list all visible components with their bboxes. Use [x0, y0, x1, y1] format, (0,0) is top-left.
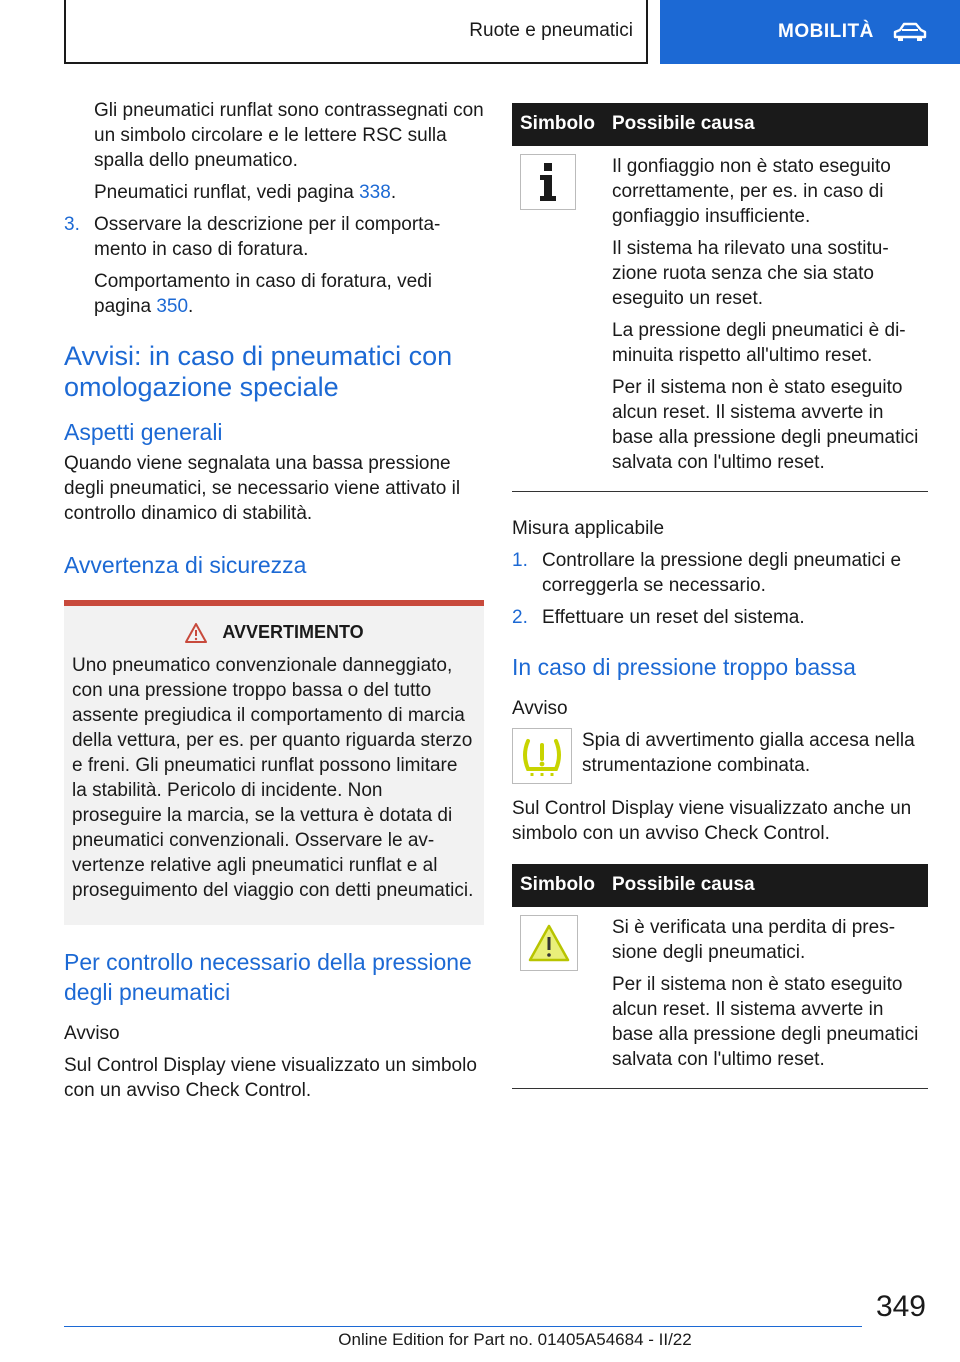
general-text: Quando viene segnalata una bassa pressione degli pneumatici, se necessario viene attivato il controllo dinamico di stabilità. [64, 453, 461, 524]
list-item-text: Effettuare un reset del sistema. [542, 607, 805, 628]
cause-text: Per il sistema non è stato eseguito alcun reset. Il sistema avverte in base alla pressione degli pneumatici salvata con l'ultimo reset. [612, 974, 919, 1070]
warning-triangle-icon [184, 622, 208, 644]
header-mobility-badge [660, 0, 960, 64]
warning-title [72, 620, 476, 645]
runflat-reference-text: Pneumatici runflat, vedi pagina [94, 182, 360, 203]
column-header-cause: Possibile causa [604, 864, 928, 907]
list-item-number: 3. [64, 214, 80, 235]
header-section-title: Ruote e pneumatici [469, 20, 633, 41]
symbol-cell [512, 146, 604, 492]
tire-pressure-lamp-box [512, 728, 572, 784]
warning-lamp-row [512, 728, 928, 784]
footer-divider [64, 1326, 862, 1327]
table-row [512, 146, 928, 492]
cause-cell [604, 146, 928, 492]
info-icon [536, 162, 560, 202]
runflat-reference [64, 180, 484, 205]
cause-text: Il sistema ha rilevato una sostituzione ruota senza che sia stato eseguito un reset. [612, 238, 889, 309]
cause-cell [604, 907, 928, 1089]
cause-text: Il gonfiaggio non è stato eseguito correttamente, per es. in caso di gonfiaggio insufficiente. [612, 156, 891, 227]
table-header-row [512, 103, 928, 146]
list-item [512, 548, 928, 598]
table-row [512, 907, 928, 1089]
column-header-symbol: Simbolo [512, 103, 604, 146]
subheading-general: Aspetti generali [64, 419, 223, 445]
check-control-symbol-box [520, 915, 578, 971]
column-header-symbol: Simbolo [512, 864, 604, 907]
subheading-safety: Avvertenza di sicurezza [64, 552, 307, 578]
warning-lamp-text: Spia di avvertimento gialla accesa nella strumentazione combinata. [582, 730, 915, 776]
footer-edition: Online Edition for Part no. 01405A54684 - II/22 [338, 1330, 692, 1349]
puncture-reference-text: Comportamento in caso di foratura, vedi pagina [94, 271, 432, 317]
display-text: Sul Control Display viene visualizzato anche un simbolo con un avviso Check Control. [512, 798, 912, 844]
symbol-table-warning [512, 864, 928, 1089]
page-number: 349 [875, 1290, 926, 1323]
list-item [512, 605, 928, 630]
car-icon [892, 21, 928, 43]
puncture-reference [64, 269, 484, 319]
notice-text: Sul Control Display viene visualizzato un simbolo con un avviso Check Control. [64, 1055, 477, 1101]
notice-label: Avviso [64, 1023, 120, 1044]
subheading-check-pressure: Per controllo necessario della pressione degli pneumatici [64, 949, 472, 1005]
cause-text: Si è verificata una perdita di pressione degli pneumatici. [612, 917, 896, 963]
measure-label: Misura applicabile [512, 518, 665, 539]
section-heading: Avvisi: in caso di pneumatici con omologazione speciale [64, 341, 453, 402]
tire-pressure-warning-icon [518, 735, 566, 777]
column-header-cause: Possibile causa [604, 103, 928, 146]
page-link-350[interactable]: 350 [156, 296, 189, 317]
warning-title-text: AVVERTIMENTO [222, 622, 364, 642]
notice-label: Avviso [512, 698, 568, 719]
table-header-row [512, 864, 928, 907]
symbol-cell [512, 907, 604, 1089]
list-item-text: Controllare la pressione degli pneumatici e correggerla se necessario. [542, 550, 902, 596]
list-item-number: 2. [512, 607, 528, 628]
puncture-reference-end: . [188, 296, 194, 317]
list-item-text: Osservare la descrizione per il comportamento in caso di foratura. [94, 214, 441, 260]
header-badge-label: MOBILITÀ [778, 21, 874, 42]
right-column [512, 103, 928, 1089]
left-column [64, 98, 484, 1110]
symbol-table-info [512, 103, 928, 492]
cause-text: La pressione degli pneumatici è diminuita rispetto all'ultimo reset. [612, 320, 906, 366]
subheading-low-pressure: In caso di pressione troppo bassa [512, 654, 856, 680]
warning-box [64, 600, 484, 925]
list-item-number: 1. [512, 550, 528, 571]
cause-text: Per il sistema non è stato eseguito alcun reset. Il sistema avverte in base alla pressione degli pneumatici salvata con l'ultimo reset. [612, 377, 919, 473]
info-symbol-box [520, 154, 576, 210]
yellow-warning-triangle-icon [527, 923, 571, 963]
runflat-marking-text: Gli pneumatici runflat sono contrassegnati con un simbolo circolare e le lettere RSC sulla spalla dello pneumatico. [94, 100, 484, 171]
page-link-338[interactable]: 338 [359, 182, 391, 203]
list-item [64, 212, 484, 262]
runflat-reference-end: . [390, 182, 397, 203]
warning-text: Uno pneumatico convenzionale danneggiato, con una pressione troppo bassa o del tutto assente pregiudica il comportamento di marcia della vettura, per es. per quanto riguarda sterzo e freni. Gli pneumatici runflat possono limitare la stabilità. Pericolo di incidente. Non proseguire la marcia, se la vettura è dotata di pneumatici convenzionali. Osservare le avvertenze relative agli pneumatici runflat e al proseguimento del viaggio con detti pneumatici. [72, 655, 474, 901]
header-section-tab [64, 0, 648, 64]
